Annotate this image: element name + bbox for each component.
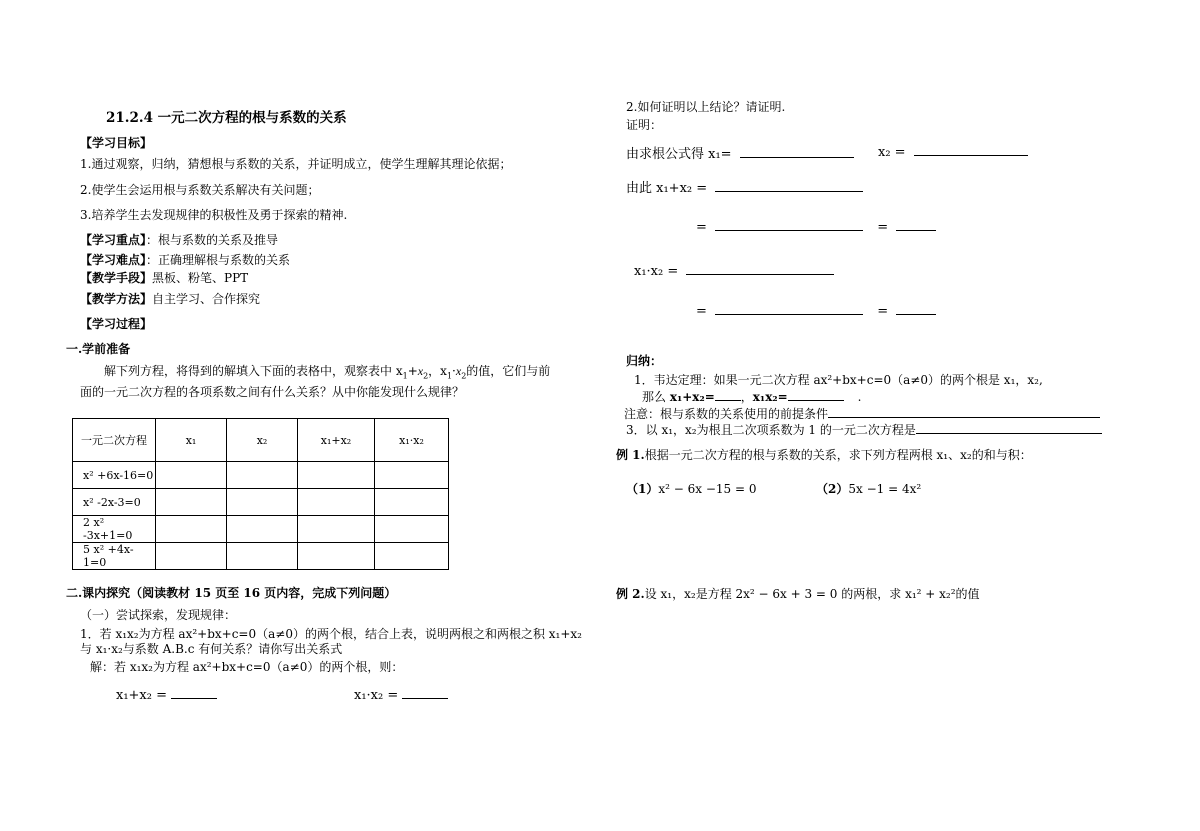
product-formula xyxy=(354,686,448,703)
example-1-label: 例 1. xyxy=(616,448,645,462)
sum-step-2-blank[interactable] xyxy=(715,218,863,231)
vieta-sum-label: x₁+x₂= xyxy=(669,390,715,404)
difficulty-text: ：正确理解根与系数的关系 xyxy=(146,253,291,267)
table-cell[interactable] xyxy=(156,489,227,516)
question-2: 2.如何证明以上结论？请证明. xyxy=(626,100,786,114)
item-3-blank[interactable] xyxy=(916,421,1102,434)
focus-label: 【学习重点】 xyxy=(80,233,147,247)
means-label: 【教学手段】 xyxy=(80,271,153,285)
table-cell[interactable] xyxy=(227,489,298,516)
method-label: 【教学方法】 xyxy=(80,292,153,306)
sum-result-blank[interactable] xyxy=(896,218,936,231)
section-1-para-line2: 面的一元二次方程的各项系数之间有什么关系？从中你能发现什么规律？ xyxy=(80,385,465,399)
section-1-para-line1: 解下列方程，将得到的解填入下面的表格中，观察表中 $x_1+x_2$，$x_1\cdot x_2$的值，它们与前 xyxy=(104,364,551,381)
roots-table xyxy=(72,418,449,570)
method-text: 自主学习、合作探究 xyxy=(152,292,261,306)
means-text: 黑板、粉笔、PPT xyxy=(152,271,249,285)
table-row xyxy=(73,516,449,543)
goal-1: 1.通过观察，归纳，猜想根与系数的关系，并证明成立，使学生理解其理论依据； xyxy=(80,157,512,171)
product-step-2 xyxy=(696,302,936,319)
vieta-sum-blank[interactable] xyxy=(715,388,741,401)
section-2-title: 二.课内探究（阅读教材 15 页至 16 页内容，完成下列问题） xyxy=(66,586,397,600)
example-1-part-b xyxy=(816,480,921,497)
means-line xyxy=(80,269,248,286)
solution-line: 解：若 x₁x₂为方程 ax²+bx+c=0（a≠0）的两个根，则： xyxy=(90,660,404,674)
table-cell[interactable] xyxy=(298,462,375,489)
sum-step-2 xyxy=(696,218,936,235)
root-formula-line xyxy=(626,143,854,162)
product-derivation-label: x₁·x₂ = xyxy=(634,264,679,279)
goal-2: 2.使学生会运用根与系数关系解决有关问题； xyxy=(80,183,320,197)
x1-formula-label: 由求根公式得 x₁= xyxy=(626,147,732,162)
question-1-line2: 与 x₁·x₂与系数 A.B.c 有何关系？请你写出关系式 xyxy=(80,642,343,656)
product-result-blank[interactable] xyxy=(896,302,936,315)
example-2-text: 设 x₁，x₂是方程 2x² − 6x + 3 = 0 的两根，求 x₁² + x₂²的值 xyxy=(644,587,980,601)
table-cell[interactable] xyxy=(156,462,227,489)
product-step-2-blank[interactable] xyxy=(715,302,863,315)
explore-1-title: （一）尝试探索，发现规律： xyxy=(80,608,237,622)
section-1-title: 一.学前准备 xyxy=(66,342,131,356)
table-header-equation: 一元二次方程 xyxy=(73,419,156,462)
sum-derivation-line xyxy=(626,177,863,196)
proof-label: 证明： xyxy=(626,118,663,132)
table-cell[interactable] xyxy=(227,543,298,570)
sum-derivation-blank[interactable] xyxy=(715,179,863,192)
item-3-label: 3．以 x₁，x₂为根且二次项系数为 1 的一元二次方程是 xyxy=(626,423,916,437)
table-cell[interactable] xyxy=(298,543,375,570)
note-blank[interactable] xyxy=(828,405,1100,418)
vieta-product-blank[interactable] xyxy=(788,388,844,401)
vieta-product-label: x₁x₂= xyxy=(752,390,788,404)
table-cell[interactable] xyxy=(298,489,375,516)
example-1-text: 根据一元二次方程的根与系数的关系，求下列方程两根 x₁、x₂的和与积： xyxy=(644,448,1032,462)
product-derivation-line xyxy=(634,262,834,279)
table-row xyxy=(73,462,449,489)
table-cell[interactable] xyxy=(375,462,449,489)
table-row-equation: x² -2x-3=0 xyxy=(73,489,156,516)
table-cell[interactable] xyxy=(227,462,298,489)
equals-sign: = xyxy=(696,304,707,319)
equals-sign: = xyxy=(696,220,707,235)
table-cell[interactable] xyxy=(156,543,227,570)
product-label: x₁·x₂ = xyxy=(354,688,399,703)
difficulty-label: 【学习难点】 xyxy=(80,253,147,267)
part-b-equation: 5x −1 = 4x² xyxy=(848,482,922,496)
sum-formula xyxy=(116,686,217,703)
hence-label: 由此 x₁+x₂ = xyxy=(626,181,708,196)
table-cell[interactable] xyxy=(227,516,298,543)
note-line xyxy=(624,405,1100,422)
question-1-line1: 1．若 x₁x₂为方程 ax²+bx+c=0（a≠0）的两个根，结合上表，说明两根之和两根之积 x₁+x₂ xyxy=(80,627,582,641)
table-header-product: x₁·x₂ xyxy=(375,419,449,462)
goal-3: 3.培养学生去发现规律的积极性及勇于探索的精神. xyxy=(80,208,348,222)
item-3-line xyxy=(626,421,1102,438)
part-a-equation: x² − 6x −15 = 0 xyxy=(658,482,757,496)
focus-text: ：根与系数的关系及推导 xyxy=(146,233,279,247)
process-label: 【学习过程】 xyxy=(80,317,153,331)
product-answer-blank[interactable] xyxy=(402,686,448,699)
table-header-x1: x₁ xyxy=(156,419,227,462)
table-row-equation: 2 x² -3x+1=0 xyxy=(73,516,156,543)
part-b-label: （2） xyxy=(816,482,849,496)
table-cell[interactable] xyxy=(375,489,449,516)
part-a-label: （1） xyxy=(626,482,659,496)
example-2-label: 例 2. xyxy=(616,587,645,601)
table-row xyxy=(73,489,449,516)
table-row-equation: 5 x² +4x-1=0 xyxy=(73,543,156,570)
vieta-period: . xyxy=(857,390,862,404)
x1-answer-blank[interactable] xyxy=(740,145,854,158)
sum-label: x₁+x₂ = xyxy=(116,688,168,703)
example-1 xyxy=(616,446,1032,463)
goals-header: 【学习目标】 xyxy=(80,136,153,150)
table-cell[interactable] xyxy=(156,516,227,543)
x2-formula-label: x₂ = xyxy=(878,145,906,160)
vieta-line-2 xyxy=(642,388,861,405)
table-cell[interactable] xyxy=(298,516,375,543)
difficulty-line xyxy=(80,251,290,268)
vieta-comma: ， xyxy=(740,390,753,404)
example-1-part-a xyxy=(626,480,756,497)
method-line xyxy=(80,290,260,307)
x2-formula xyxy=(878,143,1028,160)
table-cell[interactable] xyxy=(375,516,449,543)
vieta-then-label: 那么 xyxy=(642,390,670,404)
product-derivation-blank[interactable] xyxy=(686,262,834,275)
summary-label: 归纳： xyxy=(626,354,663,368)
table-header-x2: x₂ xyxy=(227,419,298,462)
focus-line xyxy=(80,231,278,248)
equals-sign: = xyxy=(877,304,889,319)
table-row xyxy=(73,543,449,570)
page-title: 21.2.4 一元二次方程的根与系数的关系 xyxy=(106,110,347,126)
note-label: 注意：根与系数的关系使用的前提条件 xyxy=(624,407,829,421)
vieta-line-1: 1．韦达定理：如果一元二次方程 ax²+bx+c=0（a≠0）的两个根是 x₁，x₂, xyxy=(634,373,1043,387)
example-2 xyxy=(616,585,980,602)
x2-answer-blank[interactable] xyxy=(914,143,1028,156)
sum-answer-blank[interactable] xyxy=(171,686,217,699)
table-row-equation: x² +6x-16=0 xyxy=(73,462,156,489)
table-header-sum: x₁+x₂ xyxy=(298,419,375,462)
table-cell[interactable] xyxy=(375,543,449,570)
equals-sign: = xyxy=(877,220,889,235)
